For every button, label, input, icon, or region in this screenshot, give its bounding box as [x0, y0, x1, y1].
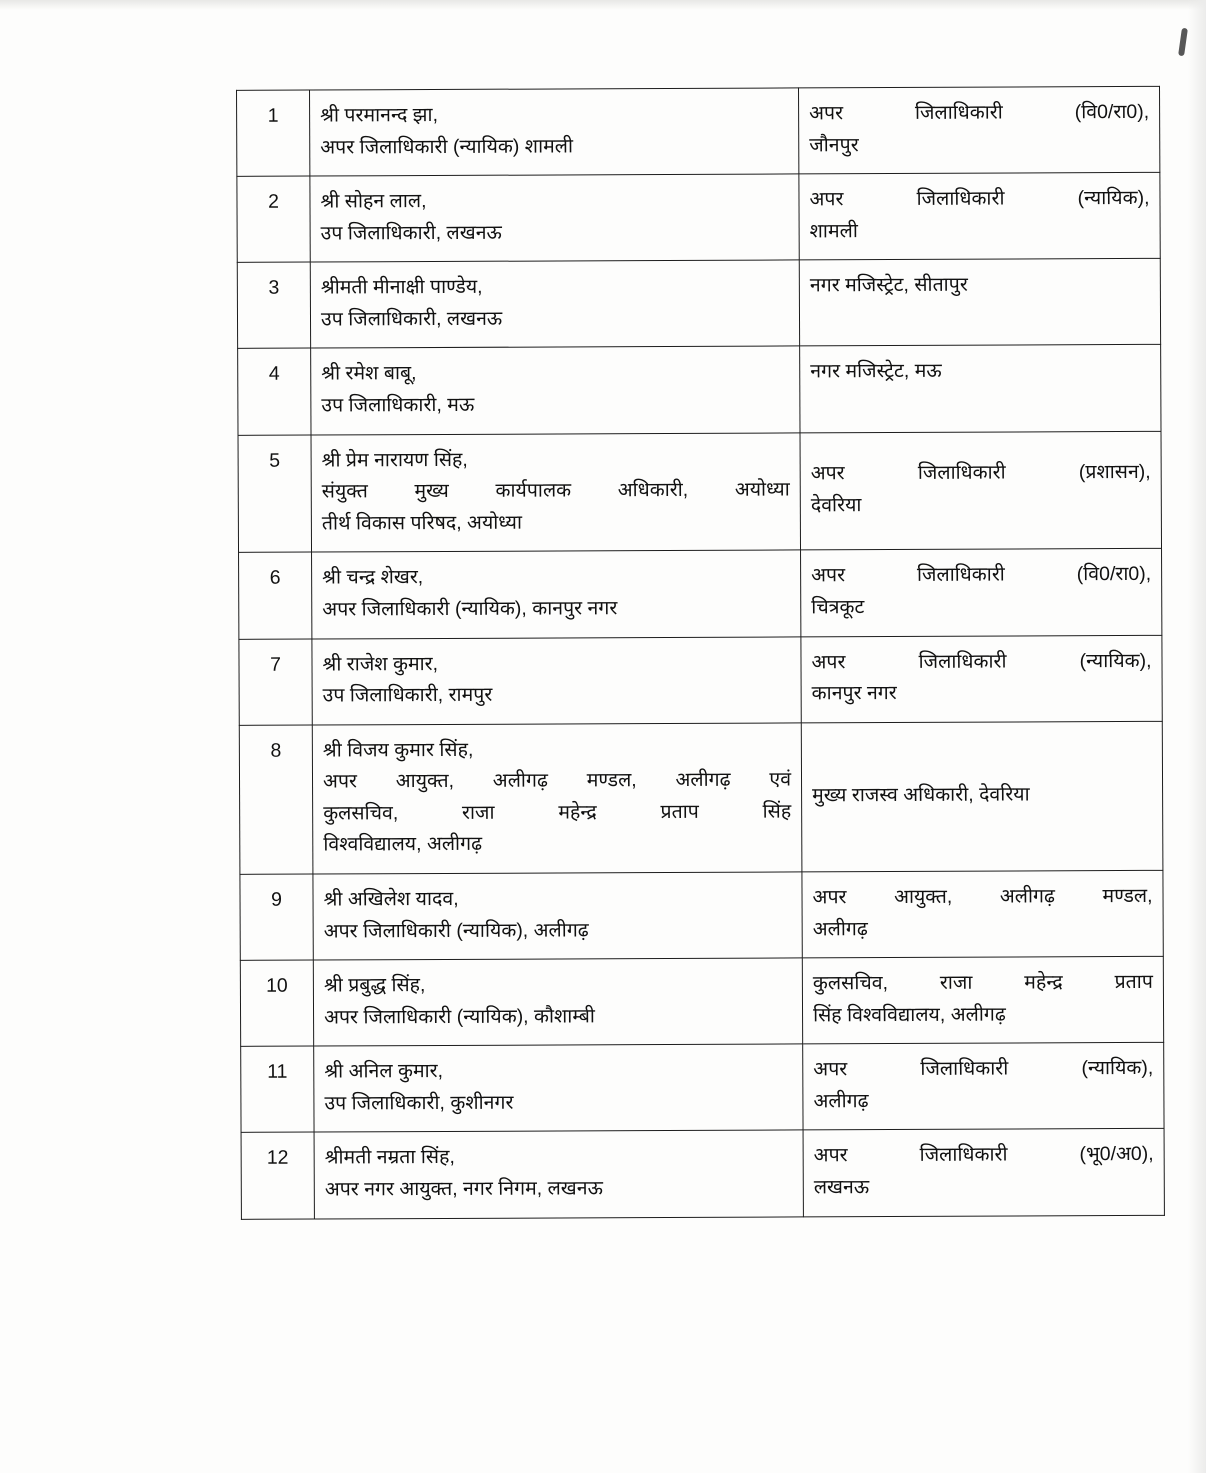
officer-name: श्री राजेश कुमार, [322, 652, 439, 676]
row-new-posting [800, 431, 1162, 550]
table-row [238, 345, 1161, 435]
row-new-posting [799, 259, 1160, 347]
new-post-line: कानपुर नगर [811, 682, 897, 705]
row-serial-number: 1 [237, 90, 310, 176]
row-new-posting [800, 345, 1161, 433]
officer-current-post: उप जिलाधिकारी, लखनऊ [320, 307, 503, 331]
row-serial-number: 3 [237, 262, 310, 348]
table-row [241, 1043, 1164, 1133]
row-current-posting [311, 433, 801, 553]
new-post-line: अलीगढ़ [813, 1090, 869, 1113]
officer-name: श्री प्रबुद्ध सिंह, [323, 974, 426, 997]
new-post-line: अपर जिलाधिकारी (वि0/रा0), [809, 100, 1150, 125]
scan-edge-right [1188, 0, 1206, 1473]
officer-current-post: अपर आयुक्त, अलीगढ़ मण्डल, अलीगढ़ एवं [322, 768, 792, 793]
table-row [237, 259, 1160, 349]
new-post-line: अलीगढ़ [812, 917, 868, 940]
new-post-line: मुख्य राजस्व अधिकारी, देवरिया [812, 783, 1030, 807]
row-serial-number: 8 [239, 725, 313, 875]
new-post-line: अपर आयुक्त, अलीगढ़ मण्डल, [812, 884, 1153, 909]
row-serial-number: 9 [240, 874, 313, 960]
officer-current-post: उप जिलाधिकारी, मऊ [321, 393, 475, 417]
table-row [239, 549, 1162, 639]
new-post-line: अपर जिलाधिकारी (भू0/अ0), [813, 1143, 1154, 1167]
row-current-posting [313, 872, 802, 960]
row-current-posting [310, 174, 799, 262]
row-new-posting [802, 956, 1163, 1044]
officer-current-post: संयुक्त मुख्य कार्यपालक अधिकारी, अयोध्या [321, 478, 790, 503]
transfer-table-body [237, 86, 1165, 1219]
officer-current-post: अपर जिलाधिकारी (न्यायिक), कौशाम्बी [324, 1005, 595, 1029]
officer-name: श्री अनिल कुमार, [324, 1060, 444, 1083]
row-new-posting [801, 549, 1162, 637]
new-post-line: अपर जिलाधिकारी (वि0/रा0), [811, 563, 1152, 587]
officer-current-post: अपर जिलाधिकारी (न्यायिक) शामली [320, 134, 574, 159]
new-post-line: शामली [809, 219, 858, 243]
scan-edge-top [0, 0, 1206, 10]
officer-current-post: उप जिलाधिकारी, कुशीनगर [324, 1091, 514, 1115]
row-serial-number: 2 [237, 176, 310, 262]
row-serial-number: 5 [238, 435, 312, 553]
table-row [239, 635, 1162, 725]
officer-name: श्री चन्द्र शेखर, [322, 566, 424, 589]
row-current-posting [312, 636, 801, 724]
new-post-line: अपर जिलाधिकारी (न्यायिक), [813, 1057, 1154, 1081]
officer-current-post: अपर जिलाधिकारी (न्यायिक), अलीगढ़ [323, 918, 589, 943]
row-new-posting [803, 1043, 1164, 1131]
row-current-posting [312, 550, 801, 638]
table-row [240, 956, 1163, 1046]
row-current-posting [311, 346, 800, 434]
officer-current-post: अपर जिलाधिकारी (न्यायिक), कानपुर नगर [322, 597, 618, 621]
officer-current-post: अपर नगर आयुक्त, नगर निगम, लखनऊ [324, 1177, 603, 1201]
row-current-posting [310, 260, 799, 348]
officer-current-post: उप जिलाधिकारी, लखनऊ [320, 221, 502, 245]
row-serial-number: 4 [238, 349, 311, 435]
officer-current-post: उप जिलाधिकारी, रामपुर [322, 683, 493, 707]
row-serial-number: 6 [239, 552, 312, 638]
table-row [237, 86, 1160, 176]
officer-name: श्री प्रेम नारायण सिंह, [321, 448, 468, 472]
officer-name: श्रीमती मीनाक्षी पाण्डेय, [320, 276, 483, 299]
new-post-line: अपर जिलाधिकारी (न्यायिक), [811, 649, 1152, 673]
officer-name: श्री सोहन लाल, [320, 190, 427, 213]
officer-name: श्री रमेश बाबू, [321, 362, 417, 385]
row-current-posting [313, 958, 802, 1046]
row-serial-number: 10 [240, 960, 313, 1046]
new-post-line: लखनऊ [813, 1176, 870, 1199]
row-current-posting [312, 723, 802, 874]
row-new-posting [799, 86, 1160, 174]
row-new-posting [799, 173, 1160, 261]
row-new-posting [801, 721, 1163, 872]
new-post-line: नगर मजिस्ट्रेट, मऊ [810, 360, 942, 383]
new-post-line: जौनपुर [809, 133, 859, 156]
row-serial-number: 11 [241, 1046, 314, 1132]
officer-current-post: तीर्थ विकास परिषद, अयोध्या [321, 511, 523, 535]
row-serial-number: 7 [239, 639, 312, 725]
scan-corner-mark-icon [1178, 28, 1188, 57]
table-row [241, 1129, 1164, 1219]
new-post-line: नगर मजिस्ट्रेट, सीतापुर [809, 273, 968, 297]
officer-name: श्री परमानन्द झा, [320, 103, 439, 127]
row-serial-number: 12 [241, 1132, 314, 1218]
officer-current-post: कुलसचिव, राजा महेन्द्र प्रताप सिंह [323, 800, 792, 825]
new-post-line: चित्रकूट [811, 596, 865, 619]
officer-name: श्री अखिलेश यादव, [323, 887, 459, 911]
row-new-posting [802, 870, 1163, 958]
new-post-line: सिंह विश्वविद्यालय, अलीगढ़ [812, 1003, 1006, 1027]
row-new-posting [801, 635, 1162, 723]
table-row [239, 721, 1163, 874]
table-row [238, 431, 1162, 553]
new-post-line: अपर जिलाधिकारी (न्यायिक), [809, 187, 1150, 211]
officer-name: श्री विजय कुमार सिंह, [322, 738, 474, 762]
row-current-posting [310, 88, 799, 176]
officer-name: श्रीमती नम्रता सिंह, [324, 1146, 455, 1169]
transfer-table-container [236, 86, 1154, 1219]
new-post-line: कुलसचिव, राजा महेन्द्र प्रताप [812, 971, 1153, 995]
table-row [237, 173, 1160, 263]
officer-current-post: विश्वविद्यालय, अलीगढ़ [323, 833, 483, 856]
transfer-table [236, 86, 1165, 1220]
row-current-posting [314, 1044, 803, 1132]
new-post-line: देवरिया [810, 494, 862, 517]
row-new-posting [803, 1129, 1164, 1217]
new-post-line: अपर जिलाधिकारी (प्रशासन), [810, 461, 1151, 485]
table-row [240, 870, 1163, 960]
row-current-posting [314, 1130, 803, 1218]
